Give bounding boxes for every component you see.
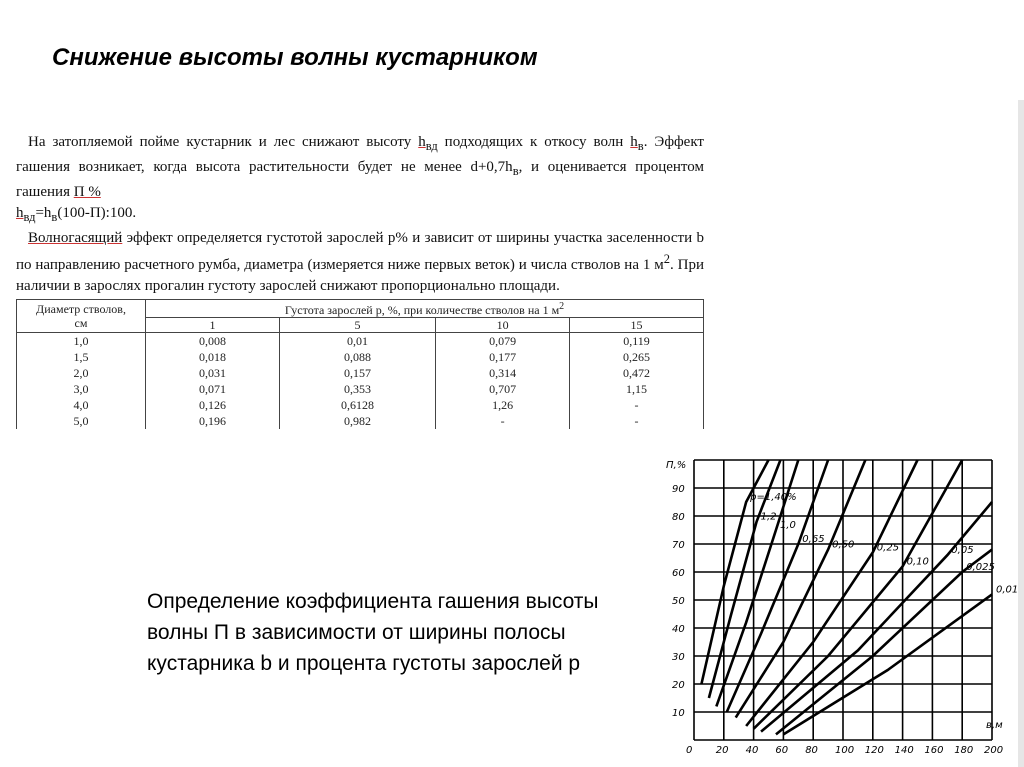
x-tick-label: 200 <box>984 745 1004 756</box>
curve-line <box>783 594 992 734</box>
slide-title: Снижение высоты волны кустарником <box>52 44 538 71</box>
chart-curves <box>701 460 992 734</box>
density-cell: 0,6128 <box>279 397 435 413</box>
sub-header: 10 <box>436 318 570 333</box>
density-cell: 0,079 <box>436 333 570 350</box>
density-cell: 0,008 <box>146 333 280 350</box>
curve-label: р=1,40% <box>750 492 797 503</box>
x-tick-label: 180 <box>954 745 974 756</box>
y-tick-label: 60 <box>672 568 685 579</box>
text-span: На затопляемой пойме кустарник и лес снижают высоту <box>28 134 419 150</box>
y-tick-label: 70 <box>672 540 685 551</box>
x-tick-label: 20 <box>715 745 729 756</box>
x-axis-label: в,м <box>986 720 1003 731</box>
y-axis-label: П,% <box>666 460 687 471</box>
text-span: подходящих к откосу волн <box>437 134 631 150</box>
density-cell: 1,26 <box>436 397 570 413</box>
slide-edge-shadow <box>1018 100 1024 767</box>
curve-label: 0,65 <box>802 534 825 545</box>
diameter-cell: 2,0 <box>17 365 146 381</box>
x-tick-label: 100 <box>835 745 855 756</box>
text-span: , и оценивается процентом гашения <box>16 159 704 200</box>
curve-label: 1,2 <box>760 511 777 523</box>
table-row <box>17 397 704 413</box>
x-tick-label: 0 <box>686 745 693 756</box>
density-cell: 0,707 <box>436 381 570 397</box>
density-header: Густота зарослей р, %, при количестве стволов на 1 $м^2$ <box>146 300 704 318</box>
sub-header: 15 <box>570 318 704 333</box>
density-table <box>16 299 704 429</box>
sub-header: 5 <box>279 318 435 333</box>
attenuation-chart <box>664 450 1019 756</box>
sub-header: 1 <box>146 318 280 333</box>
curve-label: 0,25 <box>876 542 900 554</box>
diameter-cell: 3,0 <box>17 381 146 397</box>
y-tick-label: 30 <box>672 652 685 663</box>
subscript: в <box>512 164 519 178</box>
y-tick-label: 90 <box>672 484 685 495</box>
x-tick-label: 40 <box>745 745 759 756</box>
y-tick-label: 10 <box>672 708 685 719</box>
diameter-cell: 4,0 <box>17 397 146 413</box>
curve-line <box>776 550 992 735</box>
y-tick-label: 20 <box>672 680 685 691</box>
text-span: . При наличии в зарослях прогалин густоту зарослей снижают пропорционально площади. <box>16 257 704 294</box>
document-text <box>16 132 704 297</box>
density-cell: 0,018 <box>146 349 280 365</box>
density-cell: 0,088 <box>279 349 435 365</box>
paragraph-2 <box>16 228 704 297</box>
h-vd-term: $h_{вд}$ <box>418 134 438 153</box>
density-cell: 0,071 <box>146 381 280 397</box>
x-tick-label: 80 <box>805 745 818 756</box>
density-cell: 0,031 <box>146 365 280 381</box>
density-cell: 0,177 <box>436 349 570 365</box>
curve-label: 0,025 <box>966 562 995 573</box>
chart-caption: Определение коэффициента гашения высоты волны П в зависимости от ширины полосы кустарника b и процента густоты зарослей р <box>147 590 599 675</box>
density-cell: 0,353 <box>279 381 435 397</box>
formula-line: $h_{вд}=h_в(100-П):100$. <box>16 205 137 224</box>
curve-label: 1,0 <box>779 520 796 531</box>
density-cell: 0,314 <box>436 365 570 381</box>
y-tick-label: 50 <box>672 596 685 607</box>
curve-label: 0,50 <box>832 539 855 551</box>
density-cell: 0,01 <box>279 333 435 350</box>
curve-label: 0,05 <box>951 545 974 557</box>
x-tick-label: 140 <box>894 745 914 756</box>
x-tick-label: 160 <box>924 745 944 756</box>
table-row <box>17 365 704 381</box>
diameter-header: Диаметр стволов, см <box>17 300 146 333</box>
y-tick-label: 40 <box>672 624 685 635</box>
density-cell: 0,196 <box>146 413 280 429</box>
density-cell: - <box>570 413 704 429</box>
text-span: . Эффект гашения возникает, когда высота растительности будет не менее d+0,7h <box>16 134 704 175</box>
table-row <box>17 333 704 350</box>
table-row <box>17 349 704 365</box>
diameter-cell: 1,5 <box>17 349 146 365</box>
pi-term: П % <box>73 184 101 200</box>
density-cell: 0,265 <box>570 349 704 365</box>
y-tick-label: 80 <box>672 512 685 523</box>
diameter-cell: 5,0 <box>17 413 146 429</box>
curve-label: 0,01 <box>996 584 1019 596</box>
density-cell: 0,472 <box>570 365 704 381</box>
diameter-cell: 1,0 <box>17 333 146 350</box>
text-span: Волногасящий <box>28 230 123 246</box>
density-cell: 0,982 <box>279 413 435 429</box>
table-row <box>17 413 704 429</box>
density-cell: - <box>570 397 704 413</box>
text-span: эффект определяется густотой зарослей р% и зависит от ширины участка заселенности b по направлению расчетного румба, диаметра (измеряется ниже первых веток) и числа стволов на 1 м <box>16 230 704 273</box>
density-cell: 0,157 <box>279 365 435 381</box>
paragraph-1 <box>16 132 704 203</box>
x-tick-label: 120 <box>864 745 884 756</box>
x-tick-label: 60 <box>775 745 789 756</box>
superscript: 2 <box>663 252 670 266</box>
density-cell: 1,15 <box>570 381 704 397</box>
table-row <box>17 381 704 397</box>
density-cell: 0,126 <box>146 397 280 413</box>
density-cell: - <box>436 413 570 429</box>
h-v-term: $h_в$ <box>630 134 644 153</box>
density-cell: 0,119 <box>570 333 704 350</box>
curve-label: 0,10 <box>906 556 929 568</box>
